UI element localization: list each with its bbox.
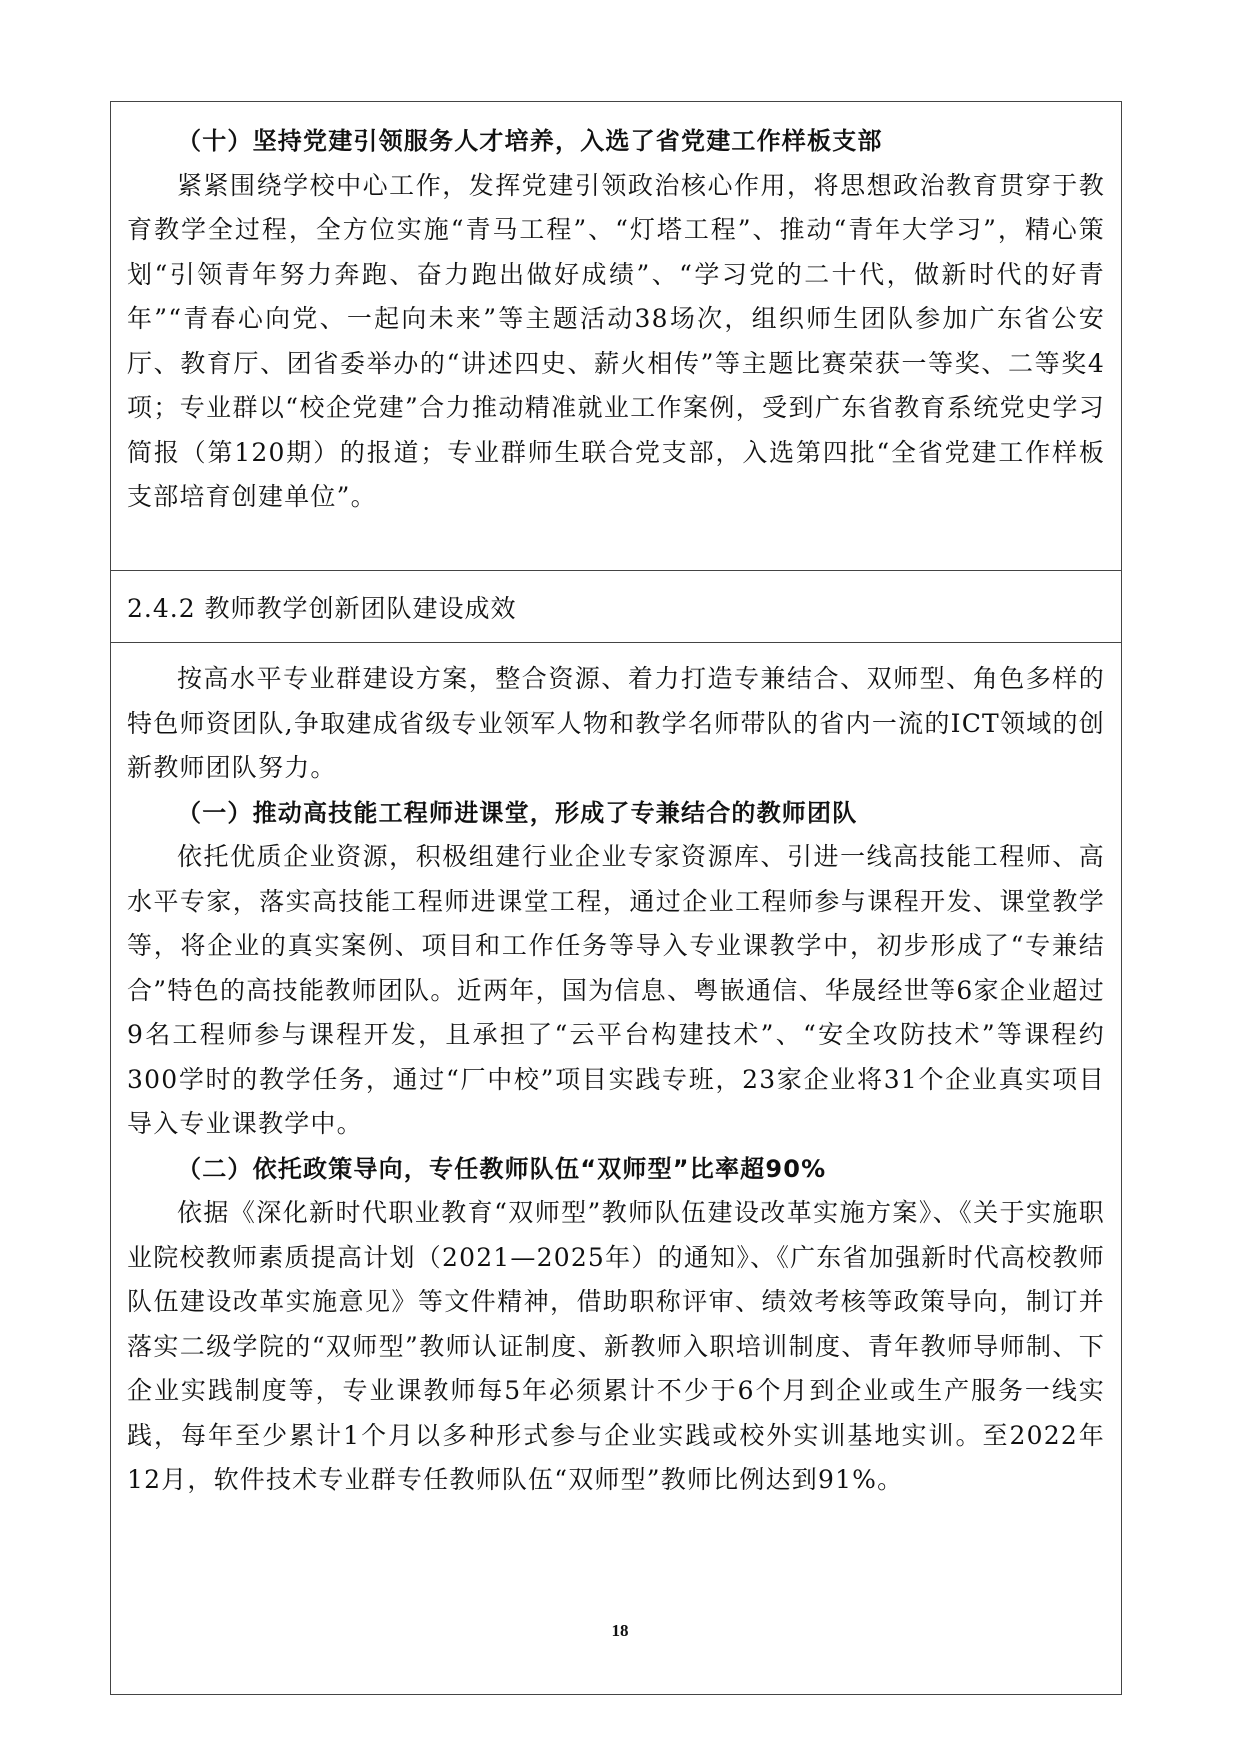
section-title: 2.4.2 教师教学创新团队建设成效 [127, 593, 517, 623]
subsection-1-heading: （一）推动高技能工程师进课堂，形成了专兼结合的教师团队 [177, 798, 858, 827]
intro-paragraph: 按高水平专业群建设方案，整合资源、着力打造专兼结合、双师型、角色多样的特色师资团队,争取建成省级专业领军人物和教学名师带队的省内一流的ICT领域的创新教师团队努力。 [127, 664, 1105, 782]
section-10-cell [111, 102, 1121, 570]
section-10-heading: （十）坚持党建引领服务人才培养，入选了省党建工作样板支部 [177, 127, 883, 155]
content-table [110, 101, 1122, 1695]
page-number: 18 [611, 1621, 629, 1640]
subsection-1-body: 依托优质企业资源，积极组建行业企业专家资源库、引进一线高技能工程师、高水平专家，落实高技能工程师进课堂工程，通过企业工程师参与课程开发、课堂教学等，将企业的真实案例、项目和工作任务等导入专业课教学中，初步形成了“专兼结合”特色的高技能教师团队。近两年，国为信息、粤嵌通信、华晟经世等6家企业超过9名工程师参与课程开发，且承担了“云平台构建技术”、“安全攻防技术”等课程约300学时的教学任务，通过“厂中校”项目实践专班，23家企业将31个企业真实项目导入专业课教学中。 [127, 842, 1105, 1138]
section-title-cell [111, 570, 1121, 642]
section-10-body: 紧紧围绕学校中心工作，发挥党建引领政治核心作用，将思想政治教育贯穿于教育教学全过程，全方位实施“青马工程”、“灯塔工程”、推动“青年大学习”，精心策划“引领青年努力奔跑、奋力跑出做好成绩”、“学习党的二十代，做新时代的好青年”“青春心向党、一起向未来”等主题活动38场次，组织师生团队参加广东省公安厅、教育厅、团省委举办的“讲述四史、薪火相传”等主题比赛荣获一等奖、二等奖4项；专业群以“校企党建”合力推动精准就业工作案例，受到广东省教育系统党史学习简报（第120期）的报道；专业群师生联合党支部，入选第四批“全省党建工作样板支部培育创建单位”。 [127, 170, 1105, 511]
main-content-cell [111, 642, 1121, 1694]
subsection-2-body: 依据《深化新时代职业教育“双师型”教师队伍建设改革实施方案》、《关于实施职业院校教师素质提高计划（2021—2025年）的通知》、《广东省加强新时代高校教师队伍建设改革实施意见》等文件精神，借助职称评审、绩效考核等政策导向，制订并落实二级学院的“双师型”教师认证制度、新教师入职培训制度、青年教师导师制、下企业实践制度等，专业课教师每5年必须累计不少于6个月到企业或生产服务一线实践，每年至少累计1个月以多种形式参与企业实践或校外实训基地实训。至2022年12月，软件技术专业群专任教师队伍“双师型”教师比例达到91%。 [127, 1198, 1105, 1494]
subsection-2-heading: （二）依托政策导向，专任教师队伍“双师型”比率超90% [177, 1154, 827, 1183]
